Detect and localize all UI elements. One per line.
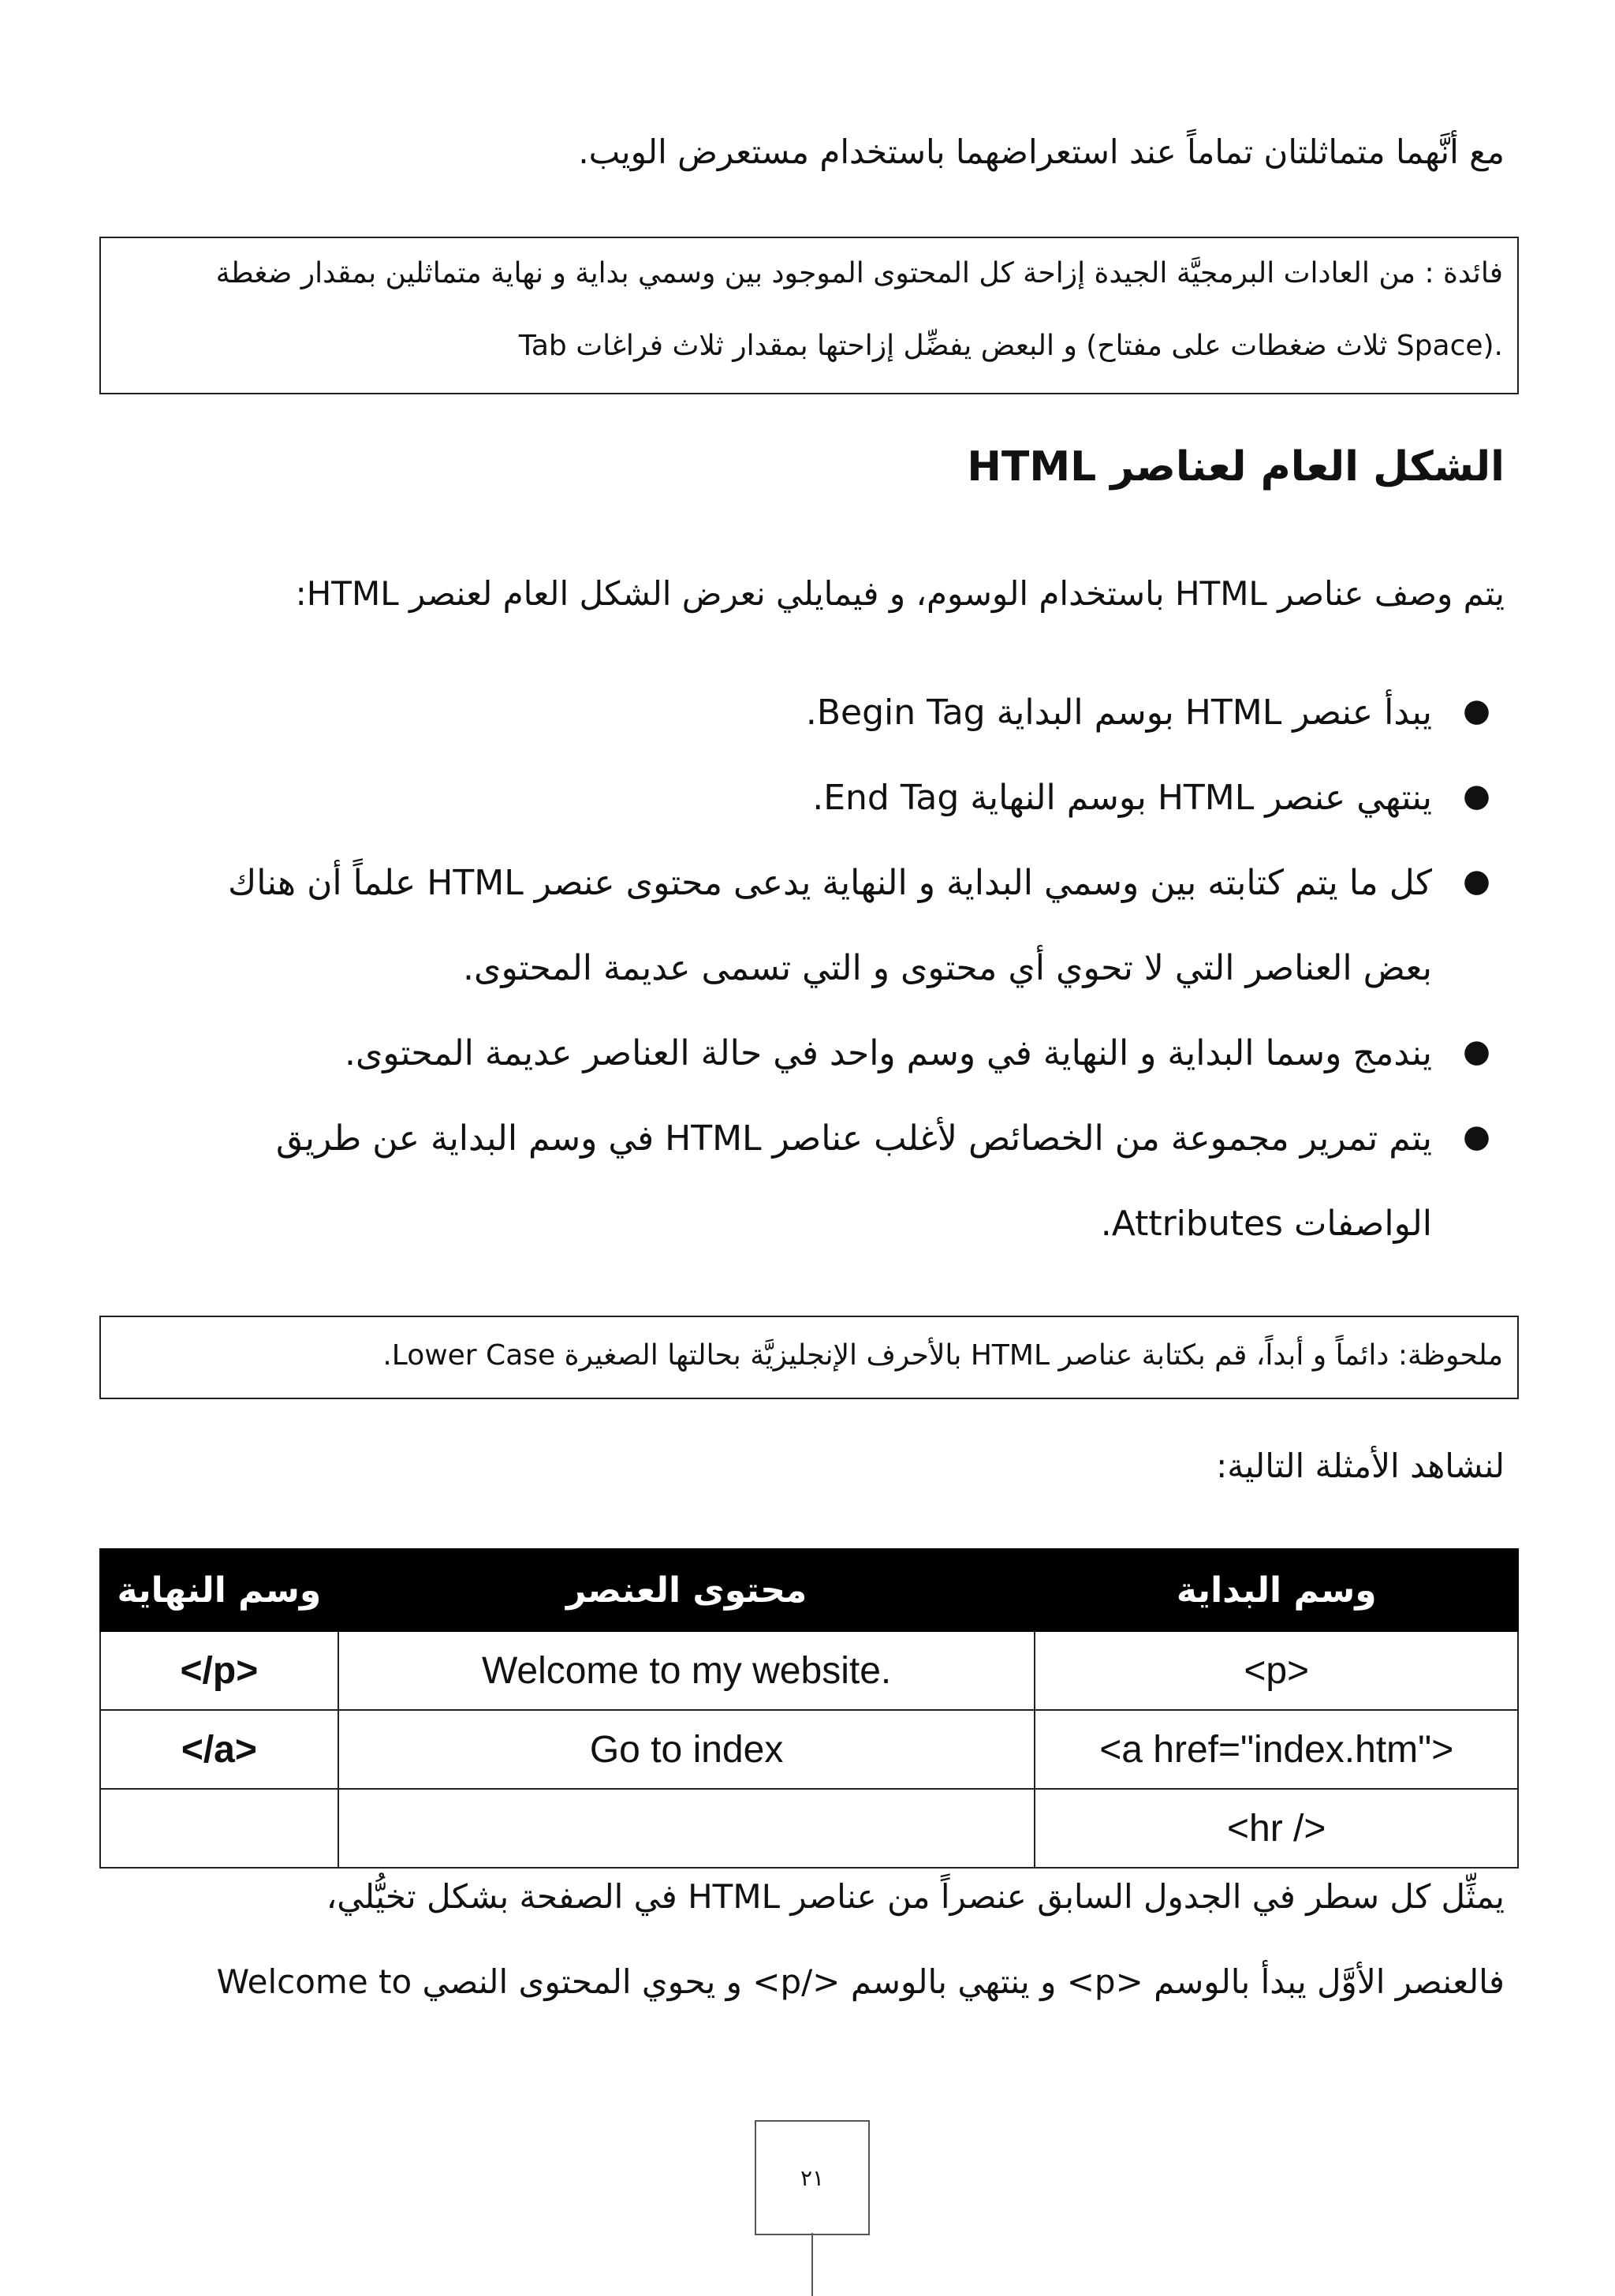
- examples-table: [99, 1548, 1519, 1869]
- bullet-text: كل ما يتم كتابته بين وسمي البداية و النهاية يدعى محتوى عنصر HTML علماً أن هناك: [227, 863, 1432, 903]
- header-begin-tag: وسم البداية: [1035, 1549, 1518, 1631]
- cell-content: Go to index: [338, 1710, 1035, 1789]
- cell-begin-tag: <p>: [1035, 1631, 1518, 1710]
- bullet-text: ينتهي عنصر HTML بوسم النهاية End Tag.: [812, 778, 1432, 818]
- closing-line-2: فالعنصر الأوَّل يبدأ بالوسم <p> و ينتهي بالوسم </p> و يحوي المحتوى النصي Welcome to: [216, 1962, 1505, 2001]
- tip-line-1: فائدة : من العادات البرمجيَّة الجيدة إزاحة كل المحتوى الموجود بين وسمي بداية و نهاية متماثلين بمقدار ضغطة: [215, 257, 1503, 289]
- examples-intro: لنشاهد الأمثلة التالية:: [1216, 1447, 1505, 1485]
- cell-end-tag: </p>: [100, 1631, 338, 1710]
- cell-content: Welcome to my website.: [338, 1631, 1035, 1710]
- cell-begin-tag: <a href="index.htm">: [1035, 1710, 1518, 1789]
- bullet-text: يبدأ عنصر HTML بوسم البداية Begin Tag.: [805, 693, 1432, 733]
- bullet-dot-icon: ●: [1463, 693, 1490, 729]
- bullet-item: [118, 1033, 1505, 1118]
- bullet-list: [118, 693, 1505, 1289]
- page-number: ٢١: [800, 2164, 825, 2191]
- tip-box: [99, 237, 1519, 394]
- cell-end-tag: </a>: [100, 1710, 338, 1789]
- bullet-text: يتم تمرير مجموعة من الخصائص لأغلب عناصر HTML في وسم البداية عن طريق: [276, 1118, 1432, 1159]
- bullet-text: يندمج وسما البداية و النهاية في وسم واحد في حالة العناصر عديمة المحتوى.: [344, 1033, 1432, 1073]
- page-number-box: [755, 2120, 870, 2235]
- bullet-item: [118, 693, 1505, 778]
- bullet-item: [118, 1118, 1505, 1289]
- table-row: [100, 1631, 1518, 1710]
- bullet-item: [118, 778, 1505, 863]
- bullet-dot-icon: ●: [1463, 778, 1490, 814]
- table-row: [100, 1710, 1518, 1789]
- tip-line-2: Tab و البعض يفضِّل إزاحتها بمقدار ثلاث فراغات (ثلاث ضغطات على مفتاح Space).: [518, 330, 1503, 362]
- header-content: محتوى العنصر: [338, 1549, 1035, 1631]
- cell-content: [338, 1789, 1035, 1868]
- note-box: [99, 1316, 1519, 1399]
- section-heading: الشكل العام لعناصر HTML: [967, 443, 1505, 491]
- bullet-dot-icon: ●: [1463, 1033, 1490, 1070]
- bullet-text-continued: بعض العناصر التي لا تحوي أي محتوى و التي تسمى عديمة المحتوى.: [463, 948, 1432, 988]
- intro-line: مع أنَّهما متماثلتان تماماً عند استعراضهما باستخدام مستعرض الويب.: [578, 133, 1505, 171]
- note-text: ملحوظة: دائماً و أبداً، قم بكتابة عناصر HTML بالأحرف الإنجليزيَّة بحالتها الصغيرة Lower Case.: [382, 1339, 1503, 1372]
- cell-begin-tag: <hr />: [1035, 1789, 1518, 1868]
- closing-line-1: يمثِّل كل سطر في الجدول السابق عنصراً من عناصر HTML في الصفحة بشكل تخيُّلي،: [326, 1877, 1505, 1916]
- section-intro: يتم وصف عناصر HTML باستخدام الوسوم، و فيمايلي نعرض الشكل العام لعنصر HTML:: [295, 574, 1505, 613]
- bullet-item: [118, 863, 1505, 1033]
- table-header-row: [100, 1549, 1518, 1631]
- bullet-dot-icon: ●: [1463, 863, 1490, 899]
- bullet-dot-icon: ●: [1463, 1118, 1490, 1155]
- cell-end-tag: [100, 1789, 338, 1868]
- table-row: [100, 1789, 1518, 1868]
- page-number-connector-line: [811, 2233, 813, 2296]
- header-end-tag: وسم النهاية: [100, 1549, 338, 1631]
- bullet-text-continued: الواصفات Attributes.: [1100, 1204, 1432, 1244]
